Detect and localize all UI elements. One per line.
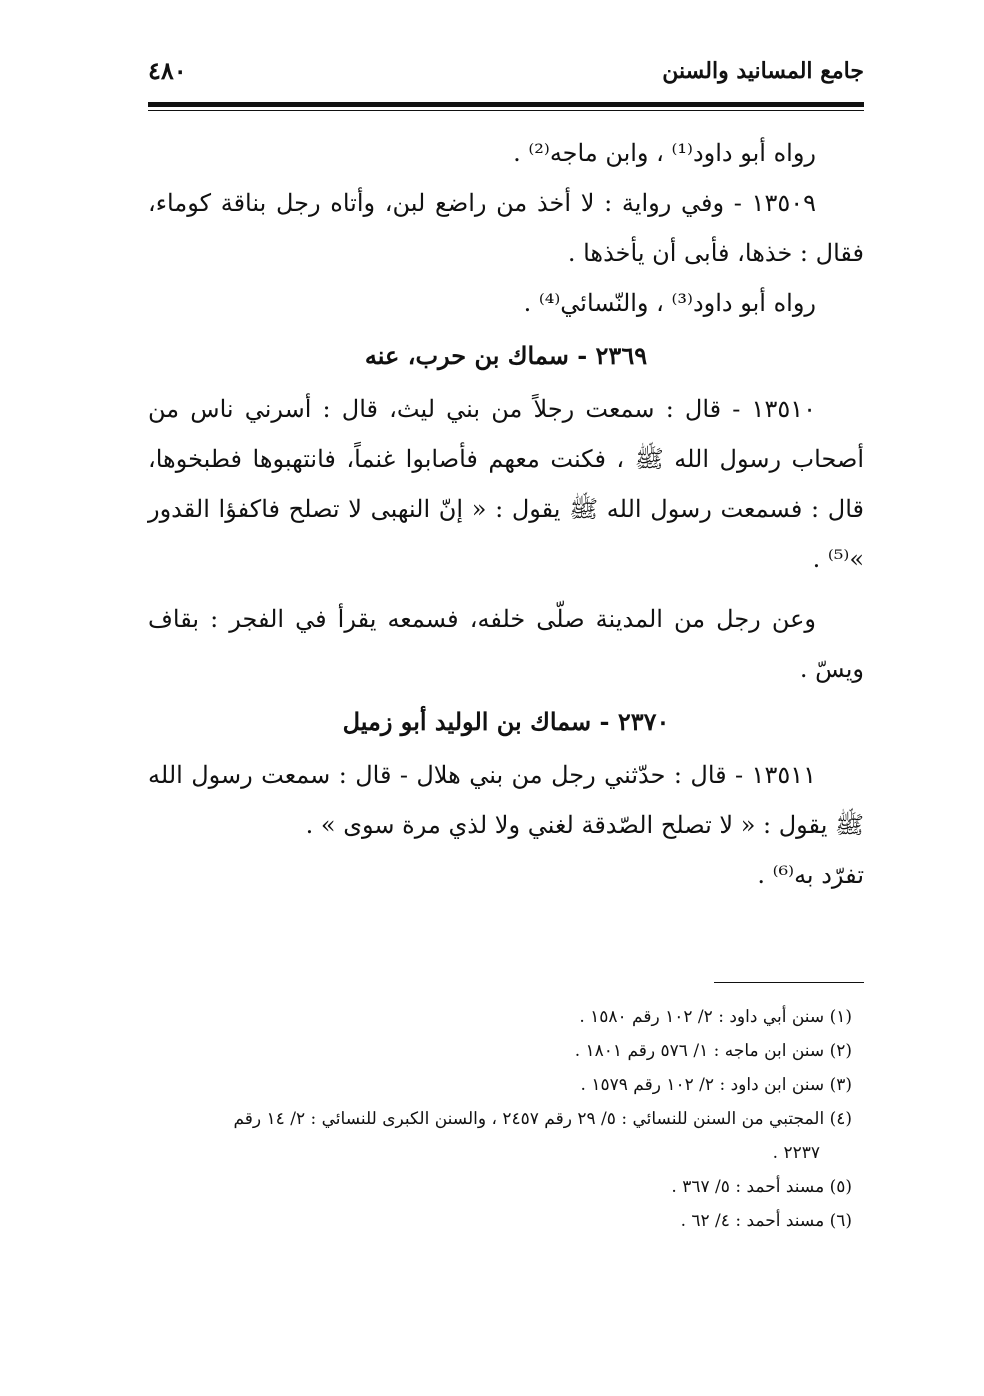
paragraph-3: رواه أبو داود⁽³⁾ ، والنّسائي⁽⁴⁾ . [523, 289, 816, 317]
page-number: ٤٨٠ [148, 56, 187, 85]
paragraph-1: رواه أبو داود⁽¹⁾ ، وابن ماجه⁽²⁾ . [513, 139, 816, 167]
footnote-4: (٤) المجتبي من السنن للنسائي : ٥/ ٢٩ رقم ٢٤٥٧ ، والسنن الكبرى للنسائي : ٢/ ١٤ رقم [233, 1109, 852, 1129]
section-heading-2369: ٢٣٦٩ - سماك بن حرب، عنه [364, 341, 648, 370]
footnote-4-continued: ٢٢٣٧ . [772, 1143, 820, 1163]
section-heading-2370: ٢٣٧٠ - سماك بن الوليد أبو زميل [342, 707, 670, 736]
paragraph-5: وعن رجل من المدينة صلّى خلفه، فسمعه يقرأ في الفجر : بقاف ويسّ . [148, 605, 864, 683]
footnote-5: (٥) مسند أحمد : ٥/ ٣٦٧ . [671, 1177, 852, 1197]
footnote-separator [714, 982, 864, 983]
footnote-2: (٢) سنن ابن ماجه : ١/ ٥٧٦ رقم ١٨٠١ . [574, 1041, 852, 1061]
header-rule-thin [148, 110, 864, 111]
book-title: جامع المسانيد والسنن [662, 58, 864, 84]
hadith-13511: ١٣٥١١ - قال : حدّثني رجل من بني هلال - قال : سمعت رسول الله ﷺ يقول : « لا تصلح الصّدقة لغني ولا لذي مرة سوى » . [148, 761, 864, 839]
footnote-3: (٣) سنن ابن داود : ٢/ ١٠٢ رقم ١٥٧٩ . [580, 1075, 852, 1095]
hadith-13510: ١٣٥١٠ - قال : سمعت رجلاً من بني ليث، قال : أسرني ناس من أصحاب رسول الله ﷺ ، فكنت معهم فأصابوا غنماً، فانتهبوها فطبخوها، قال : فسمعت رسول الله ﷺ يقول : « إنّ النهبى لا تصلح فاكفؤا القدور »⁽⁵⁾ . [148, 395, 864, 573]
header-rule [148, 102, 864, 107]
hadith-13509: ١٣٥٠٩ - وفي رواية : لا أخذ من راضع لبن، وأتاه رجل بناقة كوماء، فقال : خذها، فأبى أن يأخذها . [148, 189, 864, 267]
footnote-6: (٦) مسند أحمد : ٤/ ٦٢ . [680, 1211, 852, 1231]
main-text [148, 128, 864, 900]
footnote-1: (١) سنن أبي داود : ٢/ ١٠٢ رقم ١٥٨٠ . [579, 1007, 852, 1027]
footnotes [148, 1000, 864, 1238]
paragraph-7: تفرّد به⁽⁶⁾ . [757, 861, 864, 889]
running-header [148, 54, 864, 94]
